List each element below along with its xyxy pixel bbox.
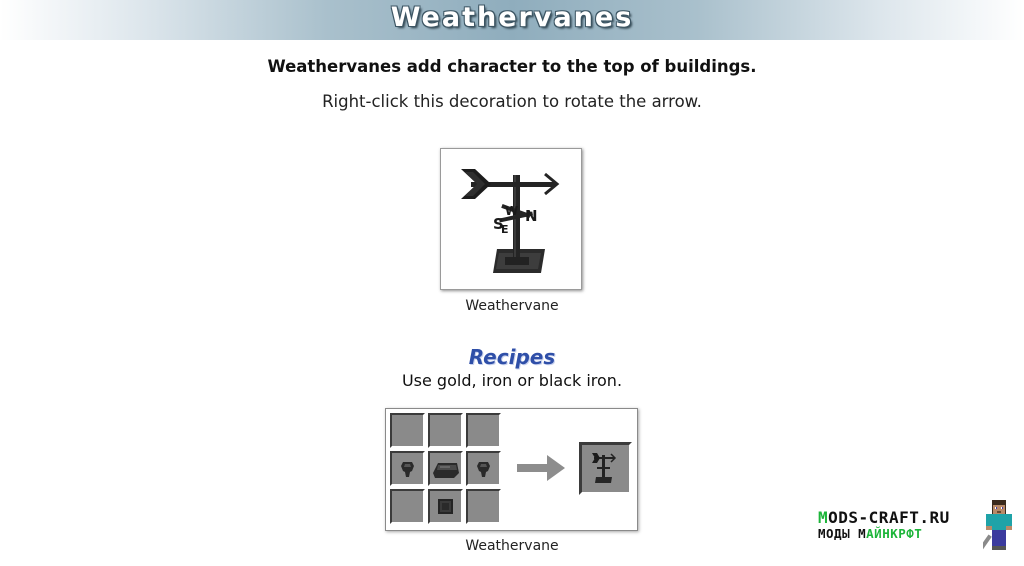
intro-headline: Weathervanes add character to the top of buildings. bbox=[267, 57, 757, 76]
watermark-tag-a: MОДЫ M bbox=[818, 526, 867, 541]
watermark-site-text: ODS-CRAFT.RU bbox=[828, 508, 950, 527]
slot-1-1 bbox=[390, 413, 425, 448]
watermark-site bbox=[818, 508, 988, 527]
watermark-m: M bbox=[818, 508, 829, 527]
page-title: Weathervanes bbox=[390, 2, 634, 33]
crafting-recipe bbox=[385, 408, 638, 531]
slot-1-3 bbox=[466, 413, 501, 448]
iron-nugget-icon bbox=[468, 453, 499, 484]
svg-text:W: W bbox=[505, 204, 519, 218]
recipes-heading: Recipes bbox=[468, 345, 556, 369]
intro-subtext: Right-click this decoration to rotate the arrow. bbox=[322, 92, 702, 111]
weathervane-result-icon bbox=[582, 445, 629, 492]
minecraft-character-icon bbox=[983, 500, 1017, 556]
watermark-tagline bbox=[818, 526, 988, 541]
slot-1-2 bbox=[428, 413, 463, 448]
crafting-result-slot bbox=[579, 442, 632, 495]
weathervane-icon bbox=[441, 149, 581, 289]
item-caption: Weathervane bbox=[465, 298, 559, 314]
slot-3-2 bbox=[428, 489, 463, 524]
svg-text:N: N bbox=[525, 207, 538, 225]
slot-3-1 bbox=[390, 489, 425, 524]
crafting-grid bbox=[389, 412, 502, 526]
iron-ingot-icon bbox=[430, 453, 461, 484]
svg-text:S: S bbox=[493, 215, 504, 233]
slot-2-3 bbox=[466, 451, 501, 486]
iron-block-icon bbox=[430, 491, 461, 522]
slot-2-1 bbox=[390, 451, 425, 486]
watermark-tag-b: АЙНКРФТ bbox=[866, 526, 923, 541]
header-banner bbox=[0, 0, 1024, 40]
slot-3-3 bbox=[466, 489, 501, 524]
weathervane-image-frame bbox=[440, 148, 582, 290]
crafting-arrow-icon bbox=[517, 453, 567, 483]
slot-2-2 bbox=[428, 451, 463, 486]
svg-text:E: E bbox=[501, 223, 509, 236]
iron-nugget-icon bbox=[392, 453, 423, 484]
recipe-caption: Weathervane bbox=[465, 538, 559, 554]
recipes-description: Use gold, iron or black iron. bbox=[401, 371, 623, 390]
